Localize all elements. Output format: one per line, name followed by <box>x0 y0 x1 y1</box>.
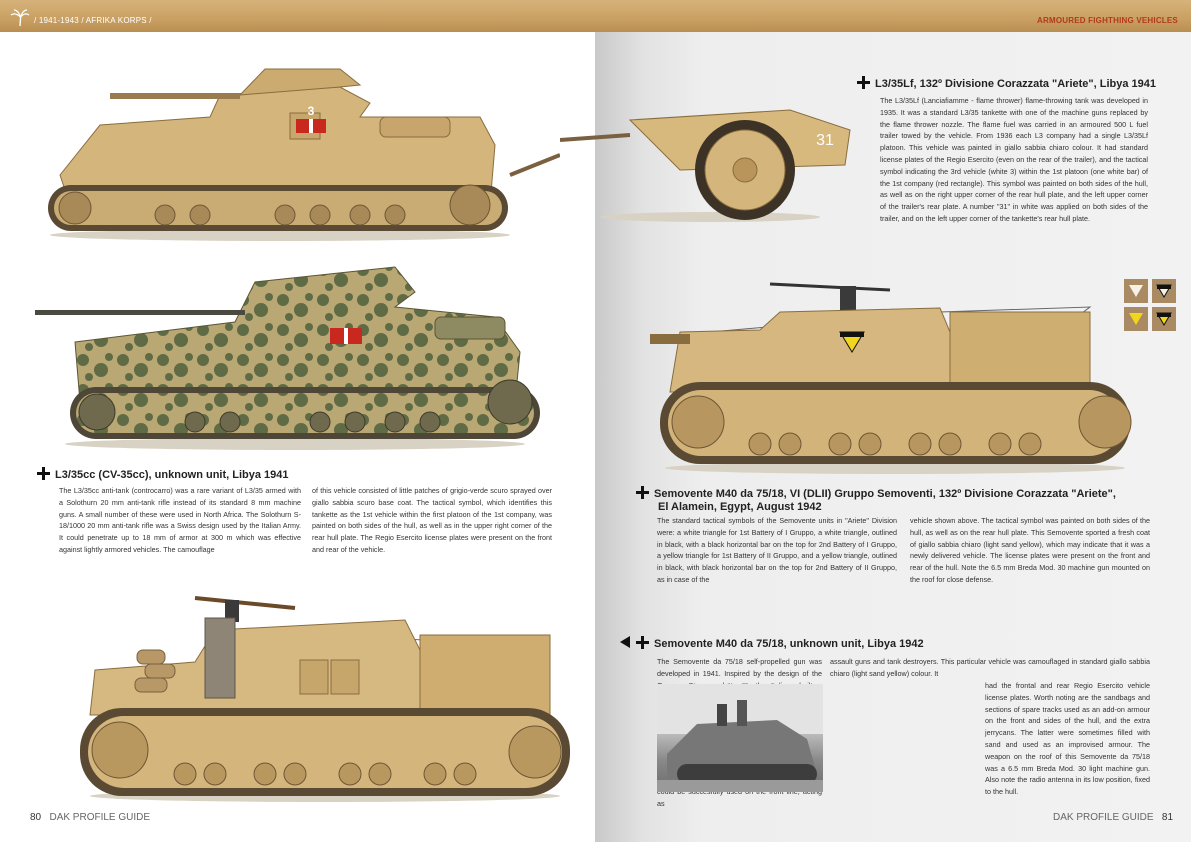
section-heading-semovente-ariete: Semovente M40 da 75/18, VI (DLII) Gruppo Semoventi, 132º Divisione Corazzata "Ariete", El Alamein, Egypt, August 1942 <box>636 486 1156 514</box>
breadcrumb: / 1941-1943 / AFRIKA KORPS / <box>34 16 152 25</box>
marker-yellow-triangle-barred <box>1152 307 1176 331</box>
marker-white-triangle <box>1124 279 1148 303</box>
palm-tree-icon <box>10 9 30 27</box>
section-text-semovente-libya-col2a: assault guns and tank destroyers. This particular vehicle was camouflaged in standard giallo sabbia chiaro (light sand yellow) colour. It <box>830 657 1150 678</box>
section-text-l3-35cc-col2: of this vehicle consisted of little patches of grigio-verde scuro sprayed over giallo sabbia scuro base coat. The tactical symbol, which identifies this tankette as the 1st vehicle within the first platoon of the 1st company, was painted on both sides of the hull, as well as in the upper right corner of the rear hull plate. The Regio Esercito license plates were present on the front and rear of the vehicle. <box>312 486 552 554</box>
section-text-semovente-ariete-col2: vehicle shown above. The tactical symbol was painted on both sides of the hull, as well as on the rear hull plate. This Semovente sported a fresh coat of giallo sabbia chiaro (light sand yellow), which may indicate that it was a newly delivered vehicle. The license plates were present on the front and rear of the hull. Note the 6.5 mm Breda Mod. 30 machine gun mounted on the roof for close defense. <box>910 516 1150 584</box>
page-number-left: 80 <box>30 812 42 823</box>
balkenkreuz-icon <box>636 486 649 499</box>
tankette-number: 3 <box>307 104 315 118</box>
section-heading-l3-35lf: L3/35Lf, 132º Divisione Corazzata "Ariete", Libya 1941 <box>857 76 1177 91</box>
l3-35lf-illustration <box>40 55 560 245</box>
trailer-number: 31 <box>816 132 834 149</box>
archival-photo <box>657 684 823 792</box>
marker-yellow-triangle <box>1124 307 1148 331</box>
marker-white-triangle-barred <box>1152 279 1176 303</box>
pointer-arrow-icon <box>620 636 630 652</box>
footer-left <box>30 812 150 823</box>
section-text-semovente-libya-col2b: had the frontal and rear Regio Esercito vehicle license plates. Worth noting are the sandbags and sections of spare tracks used as an add-on armour on the front and sides of the hull, and the extra jerrycans. The latter were sometimes filled with sand and used as an improvised armour. The weapon on the roof of this Semovente da 75/18 was a 6.5 mm Breda Mod. 30 light machine gun. Also note the radio antenna in its low position, fixed to the hull. <box>985 681 1150 797</box>
section-heading-l3-35cc: L3/35cc (CV-35cc), unknown unit, Libya 1941 <box>37 467 357 482</box>
footer-title-right: DAK PROFILE GUIDE <box>1053 812 1154 823</box>
semovente-libya-illustration <box>75 590 575 805</box>
semovente-ariete-illustration <box>650 272 1140 477</box>
section-label: ARMOURED FIGHTHING VEHICLES <box>1037 16 1178 25</box>
section-text-l3-35cc-col1: The L3/35cc anti-tank (controcarro) was a rare variant of L3/35 armed with a Solothurn 20 mm anti-tank rifle instead of its standard 8 mm machine guns. A small number of these were used in North Africa. The Solothurn S-18/1000 20 mm anti-tank rifle was a Swiss design used by the Italian Army. It could penetrate up to 18 mm of armor at 300 m which was effective against lightly armored vehicles. The camouflage <box>59 486 301 554</box>
balkenkreuz-icon <box>636 636 649 649</box>
section-text-semovente-ariete-col1: The standard tactical symbols of the Semovente units in "Ariete" Division were: a white triangle for 1st Battery of I Gruppo, a white triangle, outlined in black, with a black horizontal bar on the top for 2nd Battery of I Gruppo, a yellow triangle for 1st Battery of II Gruppo, and a yellow triangle, outlined in black, with black horizontal bar on the top for 2nd Battery of II Gruppo, as in case of the <box>657 516 897 584</box>
footer-right <box>1053 812 1173 823</box>
l3-35cc-illustration <box>35 262 545 452</box>
fuel-trailer-illustration <box>560 95 860 225</box>
balkenkreuz-icon <box>37 467 50 480</box>
section-text-semovente-libya-col1: The Semovente da 75/18 self-propelled gun was developed in 1941. Inspired by the design of the as <box>657 657 822 808</box>
spare-tracks <box>205 618 235 698</box>
footer-title-left: DAK PROFILE GUIDE <box>49 812 151 823</box>
section-text-l3-35lf: The L3/35Lf (Lanciafiamme - flame thrower) flame-throwing tank was developed in 1935. It was a standard L3/35 tankette with one of the machine guns replaced by the flame thrower nozzle. The flame fuel was carried in an armoured 500 L fuel trailer towed by the vehicle. From 1936 each L3 company had a single L3/35Lf platoon. This vehicle was painted in giallo sabbia chiaro colour. It had standard license plates of the Regio Esercito (even on the rear of the trailer), and the tactical symbol indicating the 3rd vehicle (white 3) within the 1st platoon (one white bar) of the 1st company (red rectangle). This symbol was painted on both sides of the hull, as well as on the right upper corner of the rear hull plate, and the left upper corner of the trailer's rear plate. A number "31" in white was applied on both sides of the trailer, and on the left upper corner of the tankette's rear hull plate. <box>880 96 1148 223</box>
section-heading-semovente-libya: Semovente M40 da 75/18, unknown unit, Libya 1942 <box>620 636 1020 652</box>
page-number-right: 81 <box>1161 812 1174 823</box>
balkenkreuz-icon <box>857 76 870 89</box>
